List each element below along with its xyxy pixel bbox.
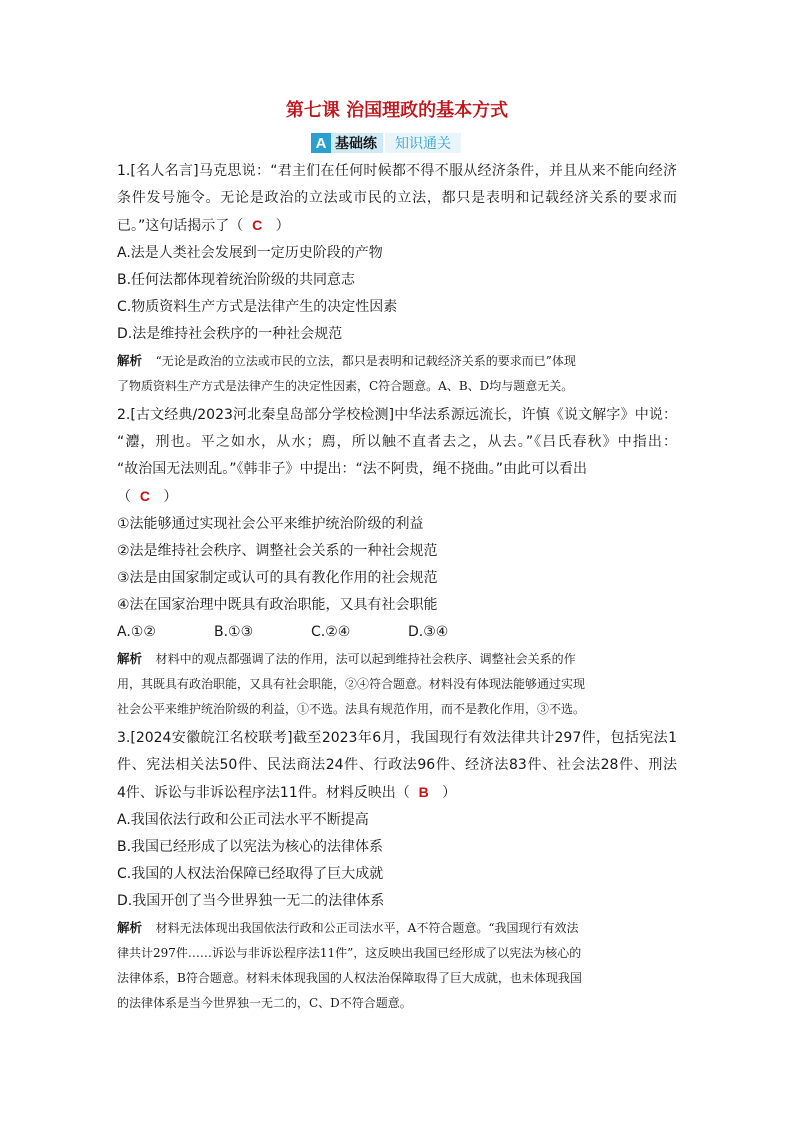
- question-1: [117, 158, 677, 399]
- question-stem-line: 件、宪法相关法50件、民法商法24件、行政法96件、经济法83件、社会法28件、刑法: [117, 757, 677, 773]
- question-stem-line: 3.[2024安徽皖江名校联考]截至2023年6月，我国现行有效法律共计297件，包括宪法1: [117, 730, 677, 746]
- analysis-line: 的法律体系是当今世界独一无二的，C、D不符合题意。: [117, 996, 412, 1010]
- statement-2: ②法是维持社会秩序、调整社会关系的一种社会规范: [117, 543, 438, 559]
- question-stem-line: 条件发号施令。无论是政治的立法或市民的立法，都只是表明和记载经济关系的要求而: [117, 190, 677, 206]
- badge-tagline: 知识通关: [383, 133, 461, 153]
- question-stem-line: 1.[名人名言]马克思说：“君主们在任何时候都不得不服从经济条件，并且从来不能向经济: [117, 163, 677, 179]
- analysis: [117, 915, 677, 941]
- analysis-line: “无论是政治的立法或市民的立法，都只是表明和记载经济关系的要求而已”体现: [155, 354, 576, 368]
- lesson-title: 第七课 治国理政的基本方式: [285, 100, 509, 121]
- bracket-close: ）: [163, 489, 178, 505]
- section-badge: [311, 133, 461, 153]
- question-stem-line: “灋，刑也。平之如水，从水；廌，所以触不直者去之，从去。”《吕氏春秋》中指出：: [117, 434, 677, 450]
- analysis-line: 材料无法体现出我国依法行政和公正司法水平，A不符合题意。“我国现行有效法: [155, 921, 579, 935]
- statement-4: ④法在国家治理中既具有政治职能，又具有社会职能: [117, 597, 438, 613]
- option-b: B.我国已经形成了以宪法为核心的法律体系: [117, 839, 384, 855]
- analysis-line: 社会公平来维护统治阶级的利益，①不选。法具有规范作用，而不是教化作用，③不选。: [117, 702, 586, 716]
- option-row: [117, 619, 677, 646]
- option-b: B.①③: [214, 624, 254, 640]
- answer-bracket: [117, 483, 677, 511]
- badge-letter: A: [311, 133, 331, 153]
- analysis-line: 法律体系，B符合题意。材料未体现我国的人权法治保障取得了巨大成就，也未体现我国: [117, 971, 582, 985]
- analysis-label: 解析: [117, 353, 143, 368]
- question-2: [117, 402, 677, 722]
- statement-1: ①法能够通过实现社会公平来维护统治阶级的利益: [117, 516, 424, 532]
- analysis-line: 了物质资料生产方式是法律产生的决定性因素，C符合题意。A、B、D均与题意无关。: [117, 379, 574, 393]
- option-a: A.法是人类社会发展到一定历史阶段的产物: [117, 245, 383, 261]
- bracket-close: ）: [275, 218, 290, 234]
- analysis-line: 材料中的观点都强调了法的作用，法可以起到维持社会秩序、调整社会关系的作: [155, 652, 576, 666]
- analysis-label: 解析: [117, 920, 143, 935]
- option-c: C.我国的人权法治保障已经取得了巨大成就: [117, 866, 384, 882]
- stem-text: 4件、诉讼与非诉讼程序法11件。材料反映出（: [117, 785, 410, 801]
- analysis-line: 用，其既具有政治职能，又具有社会职能，②④符合题意。材料没有体现法能够通过实现: [117, 677, 586, 691]
- stem-text: 已。”这句话揭示了（: [117, 218, 244, 234]
- option-c: C.②④: [311, 624, 351, 640]
- question-stem-line: [117, 212, 677, 240]
- question-stem-line: “故治国无法则乱。”《韩非子》中提出：“法不阿贵，绳不挠曲。”由此可以看出: [117, 461, 588, 477]
- option-a: A.①②: [117, 624, 156, 640]
- option-b: B.任何法都体现着统治阶级的共同意志: [117, 272, 356, 288]
- question-list: [117, 158, 677, 1016]
- answer-mark: C: [139, 488, 151, 504]
- question-stem-line: [117, 779, 677, 807]
- badge-level: 基础练: [331, 133, 383, 153]
- analysis: [117, 646, 677, 672]
- bracket-open: （: [117, 489, 131, 505]
- option-a: A.我国依法行政和公正司法水平不断提高: [117, 812, 369, 828]
- question-3: [117, 725, 677, 1016]
- analysis-label: 解析: [117, 651, 143, 666]
- analysis-line: 律共计297件……诉讼与非诉讼程序法11件”，这反映出我国已经形成了以宪法为核心的: [117, 946, 582, 960]
- option-d: D.法是维持社会秩序的一种社会规范: [117, 326, 343, 342]
- option-c: C.物质资料生产方式是法律产生的决定性因素: [117, 299, 398, 315]
- bracket-close: ）: [442, 785, 457, 801]
- answer-mark: B: [418, 784, 429, 800]
- analysis: [117, 348, 677, 374]
- answer-mark: C: [252, 217, 263, 233]
- option-d: D.我国开创了当今世界独一无二的法律体系: [117, 893, 385, 909]
- statement-3: ③法是由国家制定或认可的具有教化作用的社会规范: [117, 570, 438, 586]
- question-stem-line: 2.[古文经典/2023河北秦皇岛部分学校检测]中华法系源远流长，许慎《说文解字》中说：: [117, 407, 677, 423]
- option-d: D.③④: [408, 624, 449, 640]
